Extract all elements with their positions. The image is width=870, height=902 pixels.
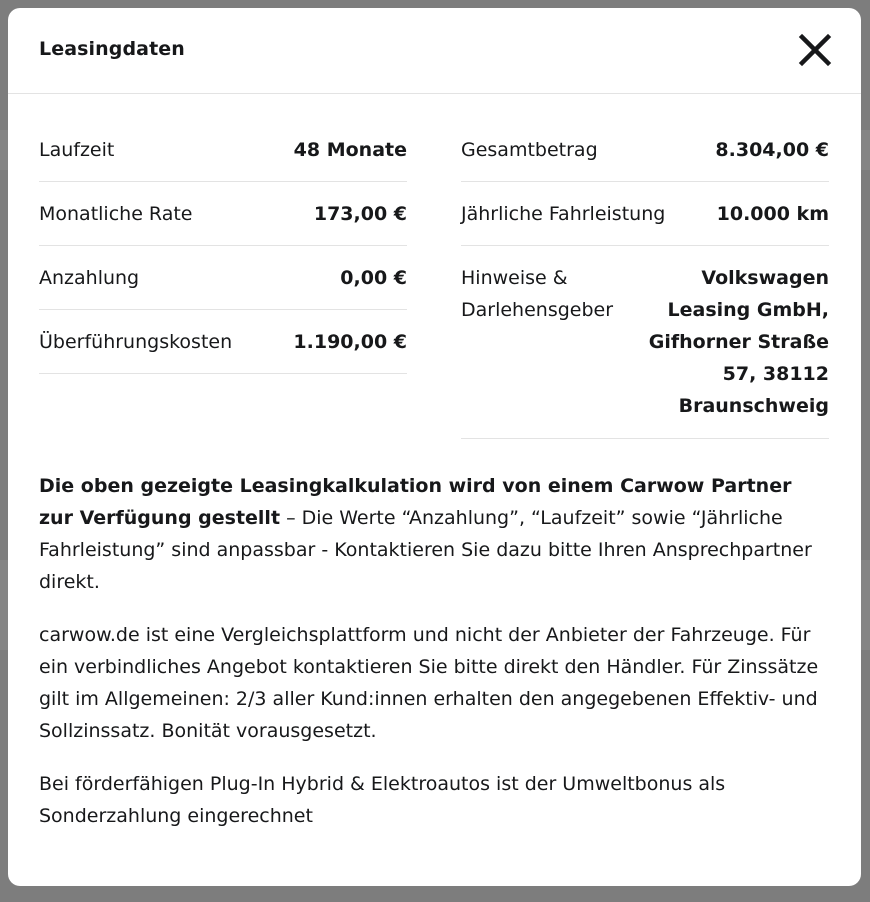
info-text: carwow.de ist eine Vergleichsplattform und nicht der Anbieter der Fahrzeuge. Für ein verbindliches Angebot kontaktieren Sie bitte direkt den Händler. Für Zinssätze gilt im Allgemeinen: 2/3 aller Kund:innen erhalten den angegebenen Effektiv- und Sollzinssatz. Bonität vorausgesetzt. [39,624,819,742]
detail-value: 0,00 € [340,267,407,289]
detail-value: 1.190,00 € [293,331,407,353]
detail-label: Anzahlung [39,267,140,289]
close-icon [798,33,832,67]
detail-label: Gesamtbetrag [461,139,598,161]
detail-row-anzahlung [39,246,407,310]
info-paragraph-partner [39,470,829,598]
modal-header [8,8,861,94]
detail-row-monatliche-rate [39,182,407,246]
detail-row-darlehensgeber [461,246,829,439]
info-text: – Die Werte “Anzahlung”, “Laufzeit” sowie “Jährliche Fahrleistung” sind anpassbar - Kontaktieren Sie dazu bitte Ihren Ansprechpartner direkt. [39,507,812,593]
detail-label: Jährliche Fahrleistung [461,203,666,225]
details-left-column [39,126,407,374]
close-button[interactable] [797,32,833,68]
detail-row-jaehrliche-fahrleistung [461,182,829,246]
details-right-column [461,126,829,439]
info-paragraph-platform [39,619,829,747]
detail-label: Hinweise & Darlehensgeber [461,267,614,321]
detail-label: Monatliche Rate [39,203,193,225]
detail-value: Volkswagen Leasing GmbH, Gifhorner Straße 57, 38112 Braunschweig [648,267,829,417]
detail-value: 173,00 € [313,203,407,225]
detail-row-ueberfuehrungskosten [39,310,407,374]
detail-value: 8.304,00 € [715,139,829,161]
info-text: Bei förderfähigen Plug-In Hybrid & Elektroautos ist der Umweltbonus als Sonderzahlung eingerechnet [39,773,726,827]
detail-value: 48 Monate [293,139,407,161]
detail-row-gesamtbetrag [461,126,829,182]
detail-row-laufzeit [39,126,407,182]
detail-label: Laufzeit [39,139,115,161]
detail-label: Überführungskosten [39,331,233,353]
modal-title: Leasingdaten [39,38,185,60]
info-bold-text: Die oben gezeigte Leasingkalkulation wird von einem Carwow Partner zur Verfügung gestellt [39,475,792,529]
leasing-modal [8,8,861,886]
info-paragraph-umweltbonus [39,768,829,832]
detail-value: 10.000 km [716,203,829,225]
